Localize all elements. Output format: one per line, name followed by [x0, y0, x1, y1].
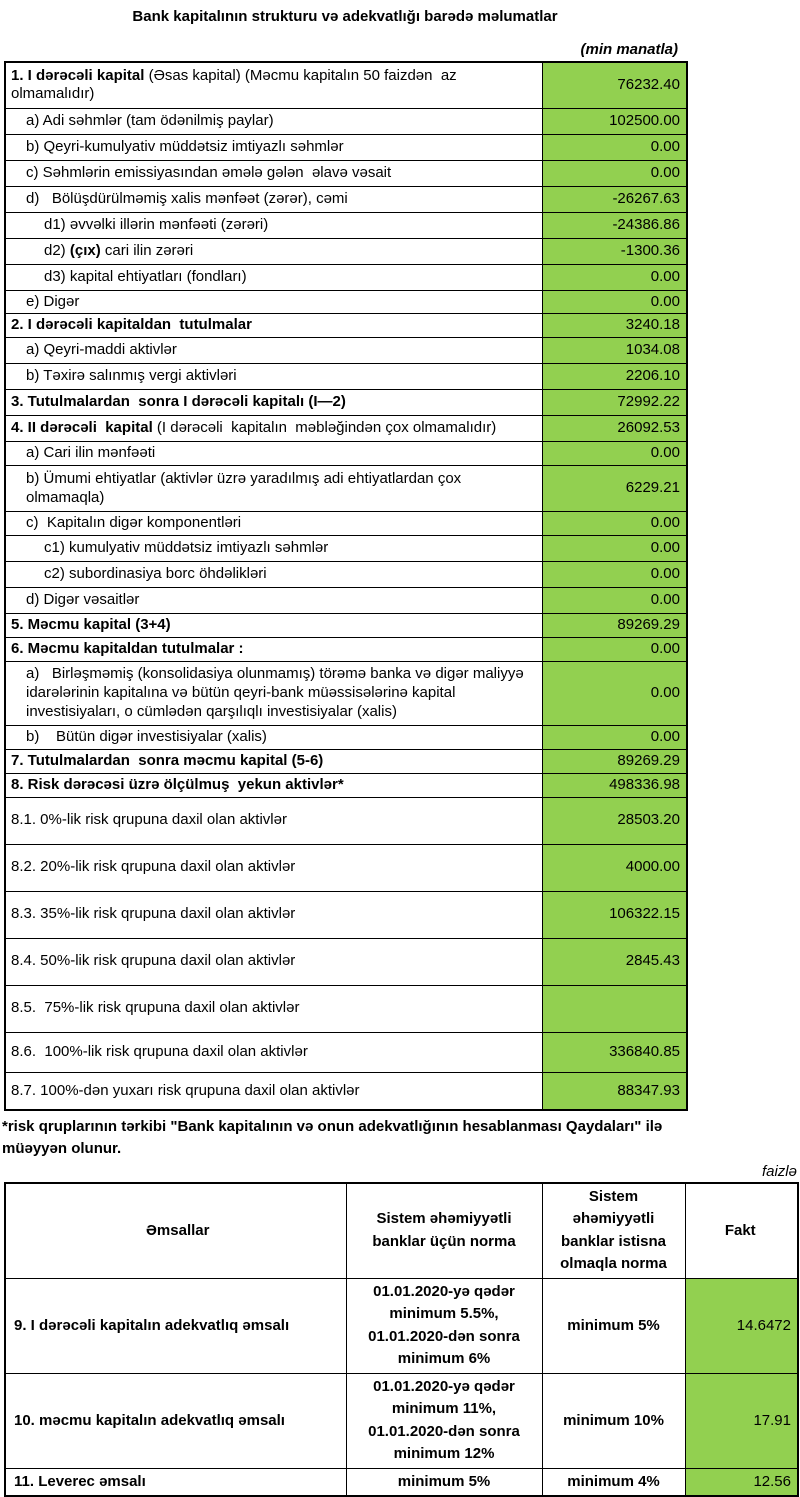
capital-row-label: a) Adi səhmlər (tam ödənilmiş paylar)	[5, 108, 542, 134]
ratio-row-norm-non-systemic: minimum 10%	[542, 1373, 685, 1468]
capital-table-row	[5, 985, 687, 1032]
capital-row-value	[542, 985, 687, 1032]
capital-row-label: 7. Tutulmalardan sonra məcmu kapital (5-6)	[5, 749, 542, 773]
capital-table-row	[5, 290, 687, 314]
ratio-row-fact-value: 14.6472	[685, 1278, 798, 1373]
capital-row-value: 0.00	[542, 134, 687, 160]
capital-row-label: b) Təxirə salınmış vergi aktivləri	[5, 364, 542, 390]
capital-row-value: 0.00	[542, 661, 687, 725]
capital-table-row	[5, 562, 687, 588]
capital-row-label: 8.1. 0%-lik risk qrupuna daxil olan aktivlər	[5, 797, 542, 844]
capital-table-row	[5, 62, 687, 108]
capital-table-row	[5, 390, 687, 416]
capital-row-label: d3) kapital ehtiyatları (fondları)	[5, 264, 542, 290]
capital-structure-table	[4, 61, 688, 1111]
capital-table-row	[5, 134, 687, 160]
capital-row-label: d) Digər vəsaitlər	[5, 588, 542, 614]
ratio-row-norm-systemic: minimum 5%	[346, 1468, 542, 1496]
capital-row-value: 0.00	[542, 562, 687, 588]
capital-row-label: c1) kumulyativ müddətsiz imtiyazlı səhmlər	[5, 536, 542, 562]
capital-row-label: d2) (çıx) cari ilin zərəri	[5, 238, 542, 264]
ratio-header-row	[5, 1183, 798, 1279]
capital-row-label: b) Qeyri-kumulyativ müddətsiz imtiyazlı səhmlər	[5, 134, 542, 160]
capital-row-label: a) Birləşməmiş (konsolidasiya olunmamış) törəmə banka və digər maliyyə idarələrinin kapitalına və bütün qeyri-bank müəssisələrinə kapital investisiyaları, o cümlədən qarşılıqlı investisiyalar (xalis)	[5, 661, 542, 725]
capital-row-value: -26267.63	[542, 186, 687, 212]
capital-row-value: 2206.10	[542, 364, 687, 390]
header-norm-systemic: Sistem əhəmiyyətli banklar üçün norma	[346, 1183, 542, 1279]
capital-row-value: 72992.22	[542, 390, 687, 416]
capital-row-label: 6. Məcmu kapitaldan tutulmalar :	[5, 638, 542, 662]
capital-table-row	[5, 238, 687, 264]
capital-row-value: 0.00	[542, 725, 687, 749]
capital-row-value: 89269.29	[542, 749, 687, 773]
capital-row-label: 1. I dərəcəli kapital (Əsas kapital) (Məcmu kapitalın 50 faizdən az olmamalıdır)	[5, 62, 542, 108]
capital-row-value: 0.00	[542, 160, 687, 186]
capital-row-label: 8. Risk dərəcəsi üzrə ölçülmuş yekun aktivlər*	[5, 773, 542, 797]
capital-table-row	[5, 416, 687, 442]
capital-table-row	[5, 614, 687, 638]
ratio-row-label: 10. məcmu kapitalın adekvatlıq əmsalı	[5, 1373, 346, 1468]
header-norm-non-systemic: Sistem əhəmiyyətli banklar istisna olmaqla norma	[542, 1183, 685, 1279]
capital-row-value: 89269.29	[542, 614, 687, 638]
capital-table-row	[5, 844, 687, 891]
capital-row-label: 4. II dərəcəli kapital (I dərəcəli kapitalın məbləğindən çox olmamalıdır)	[5, 416, 542, 442]
capital-row-label: 8.7. 100%-dən yuxarı risk qrupuna daxil olan aktivlər	[5, 1072, 542, 1110]
capital-row-value: 0.00	[542, 442, 687, 466]
capital-row-label: b) Bütün digər investisiyalar (xalis)	[5, 725, 542, 749]
capital-table-row	[5, 797, 687, 844]
capital-row-value: 4000.00	[542, 844, 687, 891]
capital-table-row	[5, 773, 687, 797]
capital-row-value: 0.00	[542, 264, 687, 290]
capital-table-row	[5, 749, 687, 773]
ratio-row-norm-systemic: 01.01.2020-yə qədər minimum 5.5%, 01.01.2020-dən sonra minimum 6%	[346, 1278, 542, 1373]
capital-row-value: 76232.40	[542, 62, 687, 108]
capital-row-label: a) Cari ilin mənfəəti	[5, 442, 542, 466]
capital-table-row	[5, 891, 687, 938]
capital-table-row	[5, 1072, 687, 1110]
capital-table-row	[5, 108, 687, 134]
capital-row-value: 2845.43	[542, 938, 687, 985]
capital-row-label: 8.2. 20%-lik risk qrupuna daxil olan aktivlər	[5, 844, 542, 891]
capital-row-label: b) Ümumi ehtiyatlar (aktivlər üzrə yaradılmış adi ehtiyatlardan çox olmamaqla)	[5, 466, 542, 512]
ratio-table-row	[5, 1468, 798, 1496]
capital-row-value: 6229.21	[542, 466, 687, 512]
capital-row-label: c2) subordinasiya borc öhdəlikləri	[5, 562, 542, 588]
risk-groups-footnote: *risk qruplarının tərkibi "Bank kapitalının və onun adekvatlığının hesablanması Qaydaları" ilə müəyyən olunur.	[2, 1118, 663, 1157]
header-coefficients: Əmsallar	[5, 1183, 346, 1279]
capital-table-row	[5, 364, 687, 390]
unit-note-faizle: faizlə	[761, 1162, 797, 1180]
header-fact: Fakt	[685, 1183, 798, 1279]
capital-table-row	[5, 212, 687, 238]
capital-row-value: 88347.93	[542, 1072, 687, 1110]
capital-row-label: d1) əvvəlki illərin mənfəəti (zərəri)	[5, 212, 542, 238]
capital-row-value: 498336.98	[542, 773, 687, 797]
capital-row-value: 336840.85	[542, 1032, 687, 1072]
capital-row-value: 0.00	[542, 588, 687, 614]
capital-row-value: 106322.15	[542, 891, 687, 938]
page-title: Bank kapitalının strukturu və adekvatlığı barədə məlumatlar	[132, 8, 558, 25]
capital-row-label: d) Bölüşdürülməmiş xalis mənfəət (zərər), cəmi	[5, 186, 542, 212]
ratio-row-norm-systemic: 01.01.2020-yə qədər minimum 11%, 01.01.2020-dən sonra minimum 12%	[346, 1373, 542, 1468]
capital-table-row	[5, 725, 687, 749]
ratio-row-norm-non-systemic: minimum 5%	[542, 1278, 685, 1373]
capital-table-row	[5, 661, 687, 725]
capital-row-value: 0.00	[542, 638, 687, 662]
ratio-row-label: 9. I dərəcəli kapitalın adekvatlıq əmsalı	[5, 1278, 346, 1373]
ratio-row-fact-value: 17.91	[685, 1373, 798, 1468]
capital-row-value: 28503.20	[542, 797, 687, 844]
capital-table-row	[5, 314, 687, 338]
capital-table-row	[5, 938, 687, 985]
capital-row-label: c) Kapitalın digər komponentləri	[5, 512, 542, 536]
ratio-row-norm-non-systemic: minimum 4%	[542, 1468, 685, 1496]
capital-row-label: 8.4. 50%-lik risk qrupuna daxil olan aktivlər	[5, 938, 542, 985]
capital-row-value: 1034.08	[542, 338, 687, 364]
capital-table-row	[5, 536, 687, 562]
capital-row-label: c) Səhmlərin emissiyasından əmələ gələn əlavə vəsait	[5, 160, 542, 186]
ratio-row-label: 11. Leverec əmsalı	[5, 1468, 346, 1496]
capital-row-value: 0.00	[542, 290, 687, 314]
capital-table-row	[5, 160, 687, 186]
capital-table-row	[5, 442, 687, 466]
capital-row-label: 8.6. 100%-lik risk qrupuna daxil olan aktivlər	[5, 1032, 542, 1072]
capital-row-value: 0.00	[542, 512, 687, 536]
capital-table-row	[5, 512, 687, 536]
capital-table-row	[5, 466, 687, 512]
capital-table-row	[5, 638, 687, 662]
capital-row-value: -24386.86	[542, 212, 687, 238]
capital-table-row	[5, 186, 687, 212]
capital-table-row	[5, 264, 687, 290]
ratio-row-fact-value: 12.56	[685, 1468, 798, 1496]
capital-row-label: a) Qeyri-maddi aktivlər	[5, 338, 542, 364]
capital-row-label: 5. Məcmu kapital (3+4)	[5, 614, 542, 638]
capital-row-label: 8.3. 35%-lik risk qrupuna daxil olan aktivlər	[5, 891, 542, 938]
capital-row-label: 2. I dərəcəli kapitaldan tutulmalar	[5, 314, 542, 338]
capital-row-value: 26092.53	[542, 416, 687, 442]
capital-row-label: e) Digər	[5, 290, 542, 314]
ratio-table-row	[5, 1278, 798, 1373]
capital-table-row	[5, 1032, 687, 1072]
capital-row-label: 3. Tutulmalardan sonra I dərəcəli kapitalı (I—2)	[5, 390, 542, 416]
capital-table-row	[5, 338, 687, 364]
capital-row-value: 0.00	[542, 536, 687, 562]
capital-row-value: -1300.36	[542, 238, 687, 264]
ratio-table-row	[5, 1373, 798, 1468]
capital-row-label: 8.5. 75%-lik risk qrupuna daxil olan aktivlər	[5, 985, 542, 1032]
unit-note-min-manatla: (min manatla)	[580, 41, 678, 58]
capital-table-row	[5, 588, 687, 614]
capital-row-value: 102500.00	[542, 108, 687, 134]
capital-row-value: 3240.18	[542, 314, 687, 338]
